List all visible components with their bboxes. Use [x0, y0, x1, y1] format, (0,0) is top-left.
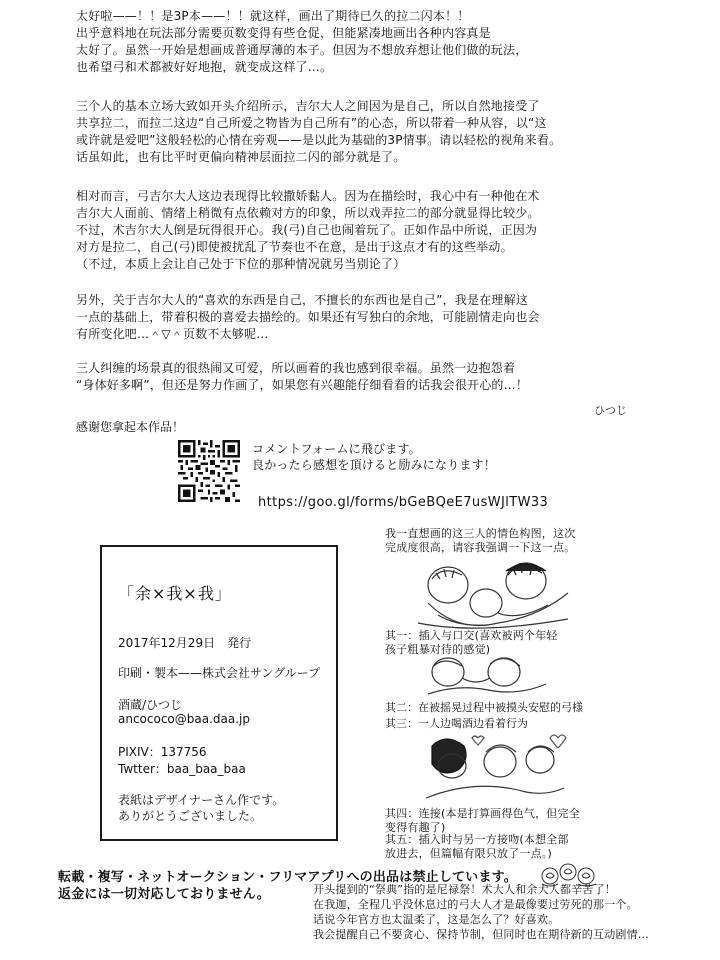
- text-line: 我会提醒自己不要贪心、保持节制，但同时也在期待新的互动剧情…: [313, 928, 649, 941]
- illustration-1: [408, 553, 578, 633]
- book-title: 「余×我×我」: [118, 584, 232, 603]
- qr-code-icon[interactable]: [178, 440, 240, 502]
- illustration-3: [418, 732, 568, 802]
- text-line: 三个人的基本立场大致如开头介绍所示，吉尔大人之间因为是自己，所以自然地接受了: [76, 99, 540, 113]
- illustration-2: [418, 650, 548, 700]
- text-line: 对方是拉二，自己(弓)即使被扰乱了节奏也不在意，是出于这点才有的这些举动。: [76, 240, 513, 254]
- text-line: 太好啦——！！是3P本——！！就这样，画出了期待已久的拉二闪本！！: [76, 9, 470, 23]
- note-3: 其三：一人边喝酒边看着行为: [385, 717, 528, 730]
- cover-credit: 表紙はデザイナーさん作です。: [118, 793, 285, 807]
- form-line-1: コメントフォームに飛びます。: [252, 442, 421, 456]
- warning-line-1: 転載・複写・ネットオークション・フリマアプリへの出品は禁止しています。: [58, 870, 518, 885]
- text-line: 变得有趣了): [385, 821, 446, 834]
- afterword-paragraph-3: [76, 188, 540, 273]
- text-line: 不过，术吉尔大人倒是玩得很开心。我(弓)自己也闹着玩了。正如作品中所说，正因为: [76, 223, 538, 237]
- text-line: 话说今年官方也太温柔了，这是怎么了？好喜欢。: [313, 913, 560, 926]
- text-line: 放进去，但篇幅有限只放了一点。): [385, 847, 552, 860]
- comment-form-info: [252, 441, 592, 473]
- text-line: 孩子粗暴对待的感觉): [385, 643, 491, 656]
- footer-note: [313, 882, 713, 942]
- text-line: 话虽如此，也有比平时更偏向精神层面拉二闪的部分就是了。: [76, 150, 406, 164]
- text-line: 其五：插入时与另一方接吻(本想全部: [385, 833, 569, 846]
- note-4: [385, 807, 580, 835]
- warning-line-2: 返金には一切対応しておりません。: [58, 887, 270, 902]
- text-line: 我一直想画的这三人的情色构图，这次: [385, 527, 576, 540]
- text-line: 在我迦，全程几乎没休息过的弓大人才是最像要过劳死的那一个。: [313, 898, 638, 911]
- afterword-paragraph-5: [76, 360, 528, 394]
- form-line-2: 良かったら感想を頂けると励みになります！: [252, 458, 497, 472]
- form-url-link[interactable]: https://goo.gl/forms/bGeBQeE7usWJlTW33: [258, 495, 549, 510]
- text-line: 开头提到的“祭典”指的是尼禄祭！术大人和余大人都辛苦了！: [313, 883, 616, 896]
- afterword-paragraph-1: [76, 8, 527, 76]
- text-line: 吉尔大人面前、情绪上稍微有点依赖对方的印象，所以戏弄拉二的部分就显得比较少。: [76, 206, 540, 220]
- pixiv-id: PIXIV：137756: [118, 745, 207, 759]
- author-name: 酒蔵/ひつじ: [118, 698, 183, 712]
- text-line: 也希望弓和术都被好好地抱，就变成这样了…。: [76, 60, 333, 74]
- text-line: 三人纠缠的场景真的很热闹又可爱，所以画着的我也感到很幸福。虽然一边抱怨着: [76, 361, 516, 375]
- thanks-text: 感谢您拿起本作品！: [76, 420, 185, 434]
- text-line: 太好了。虽然一开始是想画成普通厚薄的本子。但因为不想放弃想让他们做的玩法，: [76, 43, 528, 57]
- text-line: 相对而言，弓吉尔大人这边表现得比较撒娇黏人。因为在描绘时，我心中有一种他在术: [76, 189, 540, 203]
- note-1: [385, 629, 558, 657]
- afterword-paragraph-2: [76, 98, 561, 166]
- twitter-id: Twtter：baa_baa_baa: [118, 762, 246, 776]
- publish-date: 2017年12月29日 発行: [118, 636, 252, 650]
- colophon-box: [100, 545, 338, 841]
- text-line: 或许就是爱吧”这般轻松的心情在旁观——是以此为基础的3P情事。请以轻松的视角来看。: [76, 133, 562, 147]
- text-line: 一点的基础上，带着积极的喜爱去描绘的。如果还有写独白的余地，可能剧情走向也会: [76, 310, 540, 324]
- printer-info: 印刷・製本——株式会社サングループ: [118, 666, 321, 680]
- text-line: 另外，关于吉尔大人的“喜欢的东西是自己，不擅长的东西也是自己”，我是在理解这: [76, 293, 529, 307]
- notes-intro: [385, 527, 575, 555]
- text-line: 其一：插入与口交(喜欢被两个年轻: [385, 629, 558, 642]
- text-line: 出乎意料地在玩法部分需要页数变得有些仓促，但能紧凑地画出各种内容真是: [76, 26, 491, 40]
- text-line: 其四：连接(本是打算画得色气，但完全: [385, 807, 580, 820]
- note-2: 其二：在被摇晃过程中被摸头安慰的弓様: [385, 701, 583, 714]
- author-email: ancococo@baa.daa.jp: [118, 712, 251, 726]
- text-line: 完成度很高，请容我强调一下这一点。: [385, 541, 576, 554]
- cover-thanks: ありがとうございました。: [118, 809, 263, 823]
- text-line: （不过，本质上会让自己处于下位的那种情况就另当别论了）: [76, 257, 406, 271]
- text-line: “身体好多啊”，但还是努力作画了，如果您有兴趣能仔细看看的话我会很开心的…！: [76, 378, 529, 392]
- author-signature: ひつじ: [594, 404, 627, 417]
- note-5: [385, 833, 569, 861]
- afterword-paragraph-4: [76, 292, 540, 343]
- text-line: 有所变化吧…＾▽＾页数不太够呢…: [76, 327, 269, 341]
- text-line: 共享拉二，而拉二这边“自己所爱之物皆为自己所有”的心态，所以带着一种从容，以“这: [76, 116, 547, 130]
